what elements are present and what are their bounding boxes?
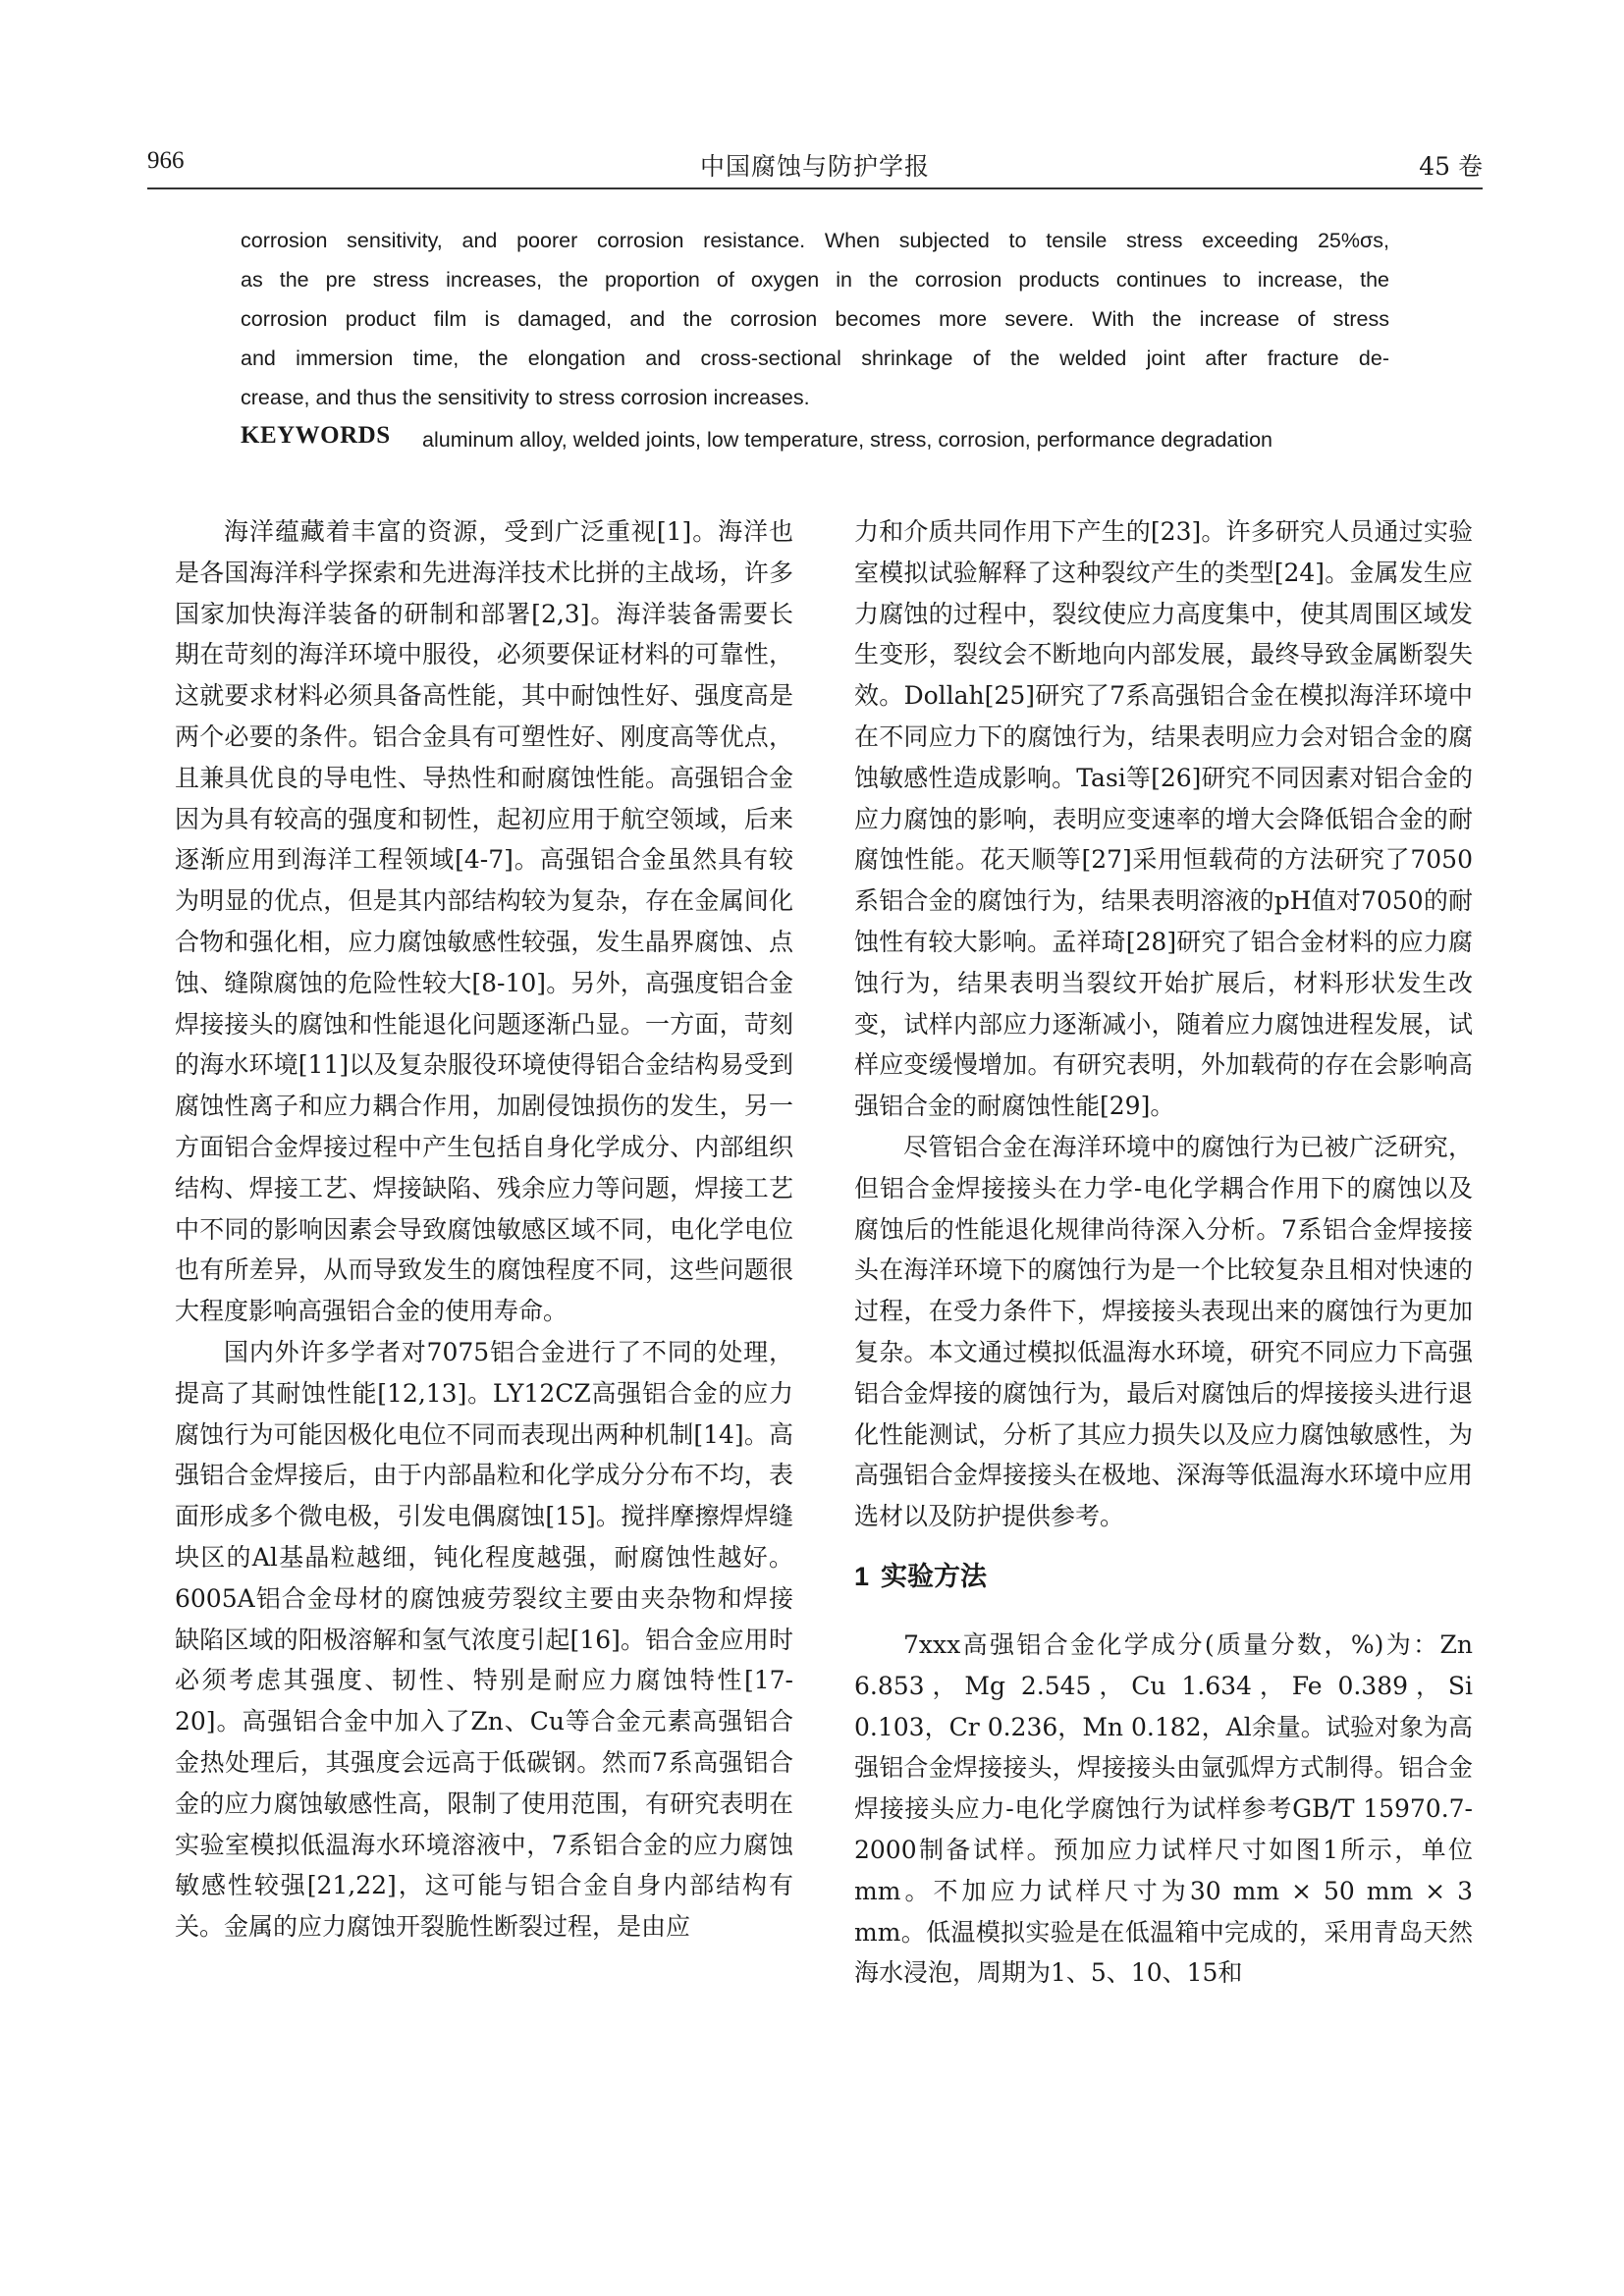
abstract-line: corrosion product film is damaged, and the corrosion becomes more severe. With the increase of stress: [241, 307, 1389, 331]
volume-label: 45 卷: [1419, 152, 1483, 181]
abstract-line: corrosion sensitivity, and poorer corrosion resistance. When subjected to tensile stress exceeding 25%σs,: [241, 229, 1389, 252]
page-number: 966: [147, 147, 185, 174]
abstract-continuation: [241, 221, 1389, 417]
header-rule: [147, 187, 1483, 189]
section-heading: [854, 1559, 1473, 1595]
section-number: 1: [854, 1561, 870, 1591]
body-paragraph: 海洋蕴藏着丰富的资源，受到广泛重视[1]。海洋也是各国海洋科学探索和先进海洋技术比拼的主战场，许多国家加快海洋装备的研制和部署[2,3]。海洋装备需要长期在苛刻的海洋环境中服役，必须要保证材料的可靠性，这就要求材料必须具备高性能，其中耐蚀性好、强度高是两个必要的条件。铝合金具有可塑性好、刚度高等优点，且兼具优良的导电性、导热性和耐腐蚀性能。高强铝合金因为具有较高的强度和韧性，起初应用于航空领域，后来逐渐应用到海洋工程领域[4-7]。高强铝合金虽然具有较为明显的优点，但是其内部结构较为复杂，存在金属间化合物和强化相，应力腐蚀敏感性较强，发生晶界腐蚀、点蚀、缝隙腐蚀的危险性较大[8-10]。另外，高强度铝合金焊接接头的腐蚀和性能退化问题逐渐凸显。一方面，苛刻的海水环境[11]以及复杂服役环境使得铝合金结构易受到腐蚀性离子和应力耦合作用，加剧侵蚀损伤的发生，另一方面铝合金焊接过程中产生包括自身化学成分、内部组织结构、焊接工艺、焊接缺陷、残余应力等问题，焊接工艺中不同的影响因素会导致腐蚀敏感区域不同，电化学电位也有所差异，从而导致发生的腐蚀程度不同，这些问题很大程度影响高强铝合金的使用寿命。: [175, 517, 793, 1326]
body-column-right: [854, 511, 1473, 1994]
body-paragraph: 国内外许多学者对7075铝合金进行了不同的处理，提高了其耐蚀性能[12,13]。LY12CZ高强铝合金的应力腐蚀行为可能因极化电位不同而表现出两种机制[14]。高强铝合金焊接后，由于内部晶粒和化学成分分布不均，表面形成多个微电极，引发电偶腐蚀[15]。搅拌摩擦焊焊缝块区的Al基晶粒越细，钝化程度越强，耐腐蚀性越好。6005A铝合金母材的腐蚀疲劳裂纹主要由夹杂物和焊接缺陷区域的阳极溶解和氢气浓度引起[16]。铝合金应用时必须考虑其强度、韧性、特别是耐应力腐蚀特性[17-20]。高强铝合金中加入了Zn、Cu等合金元素高强铝合金热处理后，其强度会远高于低碳钢。然而7系高强铝合金的应力腐蚀敏感性高，限制了使用范围，有研究表明在实验室模拟低温海水环境溶液中，7系铝合金的应力腐蚀敏感性较强[21,22]，这可能与铝合金自身内部结构有关。金属的应力腐蚀开裂脆性断裂过程，是由应: [175, 1337, 793, 1942]
abstract-line: crease, and thus the sensitivity to stress corrosion increases.: [241, 386, 810, 409]
section-title: 实验方法: [881, 1561, 988, 1592]
abstract-line: and immersion time, the elongation and cross-sectional shrinkage of the welded joint after fracture de-: [241, 347, 1389, 370]
keywords-label: KEYWORDS: [241, 422, 391, 449]
journal-title: 中国腐蚀与防护学报: [699, 152, 930, 181]
body-paragraph: 尽管铝合金在海洋环境中的腐蚀行为已被广泛研究，但铝合金焊接接头在力学-电化学耦合作用下的腐蚀以及腐蚀后的性能退化规律尚待深入分析。7系铝合金焊接接头在海洋环境下的腐蚀行为是一个比较复杂且相对快速的过程，在受力条件下，焊接接头表现出来的腐蚀行为更加复杂。本文通过模拟低温海水环境，研究不同应力下高强铝合金焊接的腐蚀行为，最后对腐蚀后的焊接接头进行退化性能测试，分析了其应力损失以及应力腐蚀敏感性，为高强铝合金焊接接头在极地、深海等低温海水环境中应用选材以及防护提供参考。: [854, 1132, 1473, 1531]
keywords-text: aluminum alloy, welded joints, low temperature, stress, corrosion, performance degradation: [422, 428, 1272, 452]
body-column-left: [175, 511, 793, 1948]
abstract-line: as the pre stress increases, the proportion of oxygen in the corrosion products continues to increase, the: [241, 268, 1389, 292]
body-paragraph: 力和介质共同作用下产生的[23]。许多研究人员通过实验室模拟试验解释了这种裂纹产生的类型[24]。金属发生应力腐蚀的过程中，裂纹使应力高度集中，使其周围区域发生变形，裂纹会不断地向内部发展，最终导致金属断裂失效。Dollah[25]研究了7系高强铝合金在模拟海洋环境中在不同应力下的腐蚀行为，结果表明应力会对铝合金的腐蚀敏感性造成影响。Tasi等[26]研究不同因素对铝合金的应力腐蚀的影响，表明应变速率的增大会降低铝合金的耐腐蚀性能。花天顺等[27]采用恒载荷的方法研究了7050系铝合金的腐蚀行为，结果表明溶液的pH值对7050的耐蚀性有较大影响。孟祥琦[28]研究了铝合金材料的应力腐蚀行为，结果表明当裂纹开始扩展后，材料形状发生改变，试样内部应力逐渐减小，随着应力腐蚀进程发展，试样应变缓慢增加。有研究表明，外加载荷的存在会影响高强铝合金的耐腐蚀性能[29]。: [854, 517, 1473, 1121]
body-paragraph: 7xxx高强铝合金化学成分(质量分数，%)为：Zn 6.853，Mg 2.545，Cu 1.634，Fe 0.389，Si 0.103，Cr 0.236，Mn 0.182，Al余量。试验对象为高强铝合金焊接接头，焊接接头由氩弧焊方式制得。铝合金焊接接头应力-电化学腐蚀行为试样参考GB/T 15970.7-2000制备试样。预加应力试样尺寸如图1所示，单位mm。不加应力试样尺寸为30 mm × 50 mm × 3 mm。低温模拟实验是在低温箱中完成的，采用青岛天然海水浸泡，周期为1、5、10、15和: [854, 1629, 1473, 1988]
running-header: [147, 147, 1483, 188]
